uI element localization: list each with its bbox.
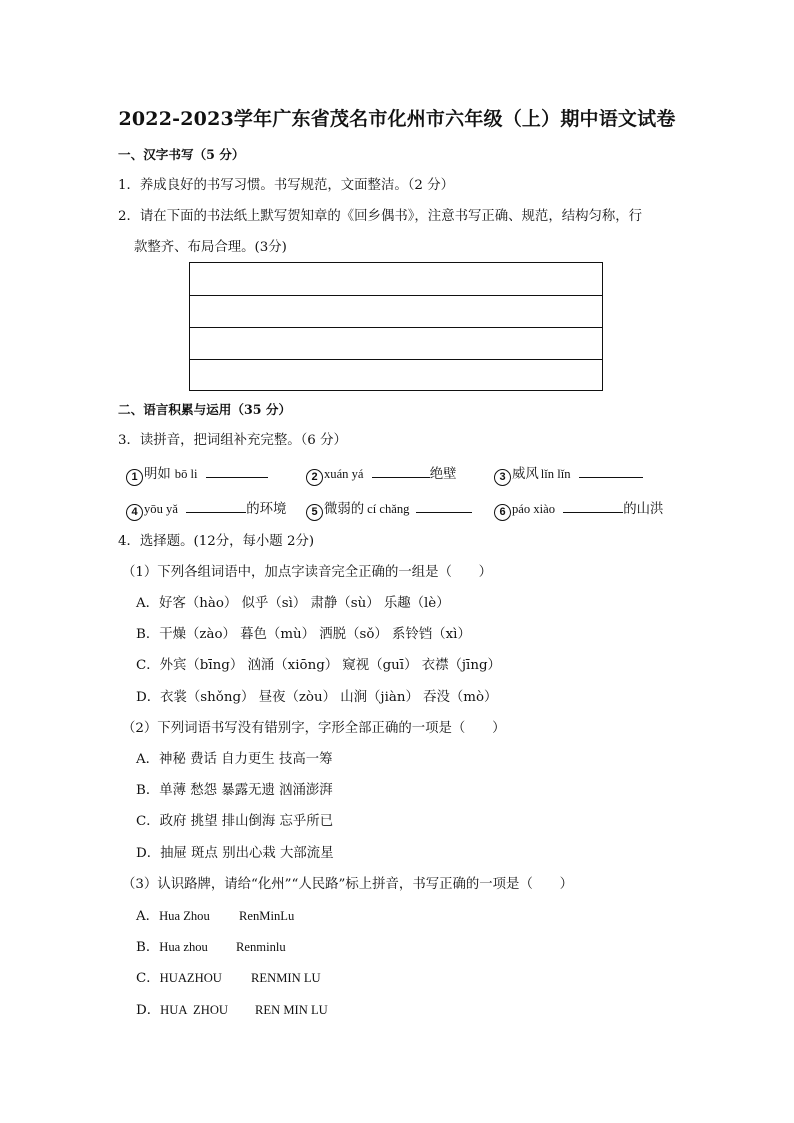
subquestion-2-stem: （2）下列词语书写没有错别字，字形全部正确的一项是（ ） xyxy=(122,721,506,736)
pinyin-answer-b: RENMIN LU xyxy=(251,971,321,985)
subquestion-1-option-c[interactable]: C．外宾（bīng） 汹涌（xiōng） 窥视（guī） 衣襟（jīng） xyxy=(136,658,501,673)
item-prefix: 威风 xyxy=(512,467,539,482)
grid-line xyxy=(190,295,602,296)
answer-blank[interactable] xyxy=(206,464,268,478)
subquestion-1-option-b[interactable]: B．干燥（zào） 暮色（mù） 洒脱（sǒ） 系铃铛（xì） xyxy=(136,627,471,642)
subquestion-2-option-b[interactable]: B．单薄 愁怨 暴露无遗 汹涌澎湃 xyxy=(136,783,333,798)
answer-blank[interactable] xyxy=(563,499,623,513)
item-suffix: 的环境 xyxy=(246,502,287,517)
pinyin-text: xuán yá xyxy=(324,467,364,481)
option-letter: C． xyxy=(136,971,160,986)
circled-number: 1 xyxy=(126,469,143,486)
circled-number: 3 xyxy=(494,469,511,486)
option-letter: B． xyxy=(136,940,160,955)
pinyin-text: cí chǎng xyxy=(367,502,410,516)
option-letter: A． xyxy=(136,909,160,924)
subquestion-1-option-d[interactable]: D．衣裳（shǒng） 昼夜（zòu） 山涧（jiàn） 吞没（mò） xyxy=(136,690,498,705)
question-1: 1．养成良好的书写习惯。书写规范，文面整洁。（2 分） xyxy=(118,178,454,193)
item-suffix: 绝壁 xyxy=(429,467,457,482)
pinyin-text: yōu yǎ xyxy=(144,502,178,516)
circled-number: 6 xyxy=(494,504,511,521)
question-3: 3．读拼音，把词组补充完整。（6 分） xyxy=(118,433,347,448)
pinyin-answer-a: Hua zhou xyxy=(159,940,208,954)
pinyin-text: páo xiào xyxy=(512,502,556,516)
page-title: 2022-2023学年广东省茂名市化州市六年级（上）期中语文试卷 xyxy=(118,108,676,130)
pinyin-answer-b: REN MIN LU xyxy=(255,1003,328,1017)
option-letter: D． xyxy=(136,1003,161,1018)
subquestion-3-option-c[interactable] xyxy=(136,969,321,988)
answer-blank[interactable] xyxy=(416,499,472,513)
answer-blank[interactable] xyxy=(579,464,643,478)
answer-blank[interactable] xyxy=(186,499,246,513)
section-heading-2: 二、语言积累与运用（35 分） xyxy=(118,402,292,417)
pinyin-item-2 xyxy=(306,464,457,486)
circled-number: 4 xyxy=(126,504,143,521)
circled-number: 2 xyxy=(306,469,323,486)
subquestion-3-option-a[interactable] xyxy=(136,907,295,926)
subquestion-1-stem: （1）下列各组词语中，加点字读音完全正确的一组是（ ） xyxy=(122,565,493,580)
pinyin-answer-a: Hua Zhou xyxy=(159,909,210,923)
answer-blank[interactable] xyxy=(372,464,430,478)
pinyin-text: bō li xyxy=(174,467,198,481)
pinyin-answer-b: Renminlu xyxy=(236,940,286,954)
grid-line xyxy=(190,359,602,360)
pinyin-answer-a: HUAZHOU xyxy=(159,971,222,985)
subquestion-1-option-a[interactable]: A．好客（hào） 似乎（sì） 肃静（sù） 乐趣（lè） xyxy=(136,596,450,611)
item-prefix: 微弱的 xyxy=(324,502,365,517)
subquestion-2-option-c[interactable]: C．政府 挑望 排山倒海 忘乎所已 xyxy=(136,814,334,829)
calligraphy-writing-grid[interactable] xyxy=(189,262,603,391)
section-heading-1: 一、汉字书写（5 分） xyxy=(118,147,245,162)
circled-number: 5 xyxy=(306,504,323,521)
item-suffix: 的山洪 xyxy=(623,502,664,517)
subquestion-3-option-d[interactable] xyxy=(136,1001,328,1020)
pinyin-item-6 xyxy=(494,499,663,521)
subquestion-2-option-d[interactable]: D．抽屉 斑点 别出心栽 大部流星 xyxy=(136,846,334,861)
subquestion-3-option-b[interactable] xyxy=(136,938,286,957)
pinyin-answer-a: HUA ZHOU xyxy=(160,1003,229,1017)
subquestion-2-option-a[interactable]: A．神秘 费话 自力更生 技高一筹 xyxy=(136,752,333,767)
question-2-line-1: 2．请在下面的书法纸上默写贺知章的《回乡偶书》，注意书写正确、规范，结构匀称，行 xyxy=(118,209,643,224)
question-2-line-2: 款整齐、布局合理。(3分) xyxy=(134,240,287,255)
subquestion-3-stem: （3）认识路牌，请给“化州”“人民路”标上拼音，书写正确的一项是（ ） xyxy=(122,877,574,892)
pinyin-item-3 xyxy=(494,464,643,486)
pinyin-item-1 xyxy=(126,464,268,486)
question-4: 4．选择题。(12分，每小题 2分) xyxy=(118,534,315,549)
pinyin-text: lǐn lǐn xyxy=(540,467,571,481)
pinyin-item-5 xyxy=(306,499,472,521)
pinyin-answer-b: RenMinLu xyxy=(239,909,295,923)
grid-line xyxy=(190,327,602,328)
item-prefix: 明如 xyxy=(144,467,171,482)
pinyin-item-4 xyxy=(126,499,286,521)
